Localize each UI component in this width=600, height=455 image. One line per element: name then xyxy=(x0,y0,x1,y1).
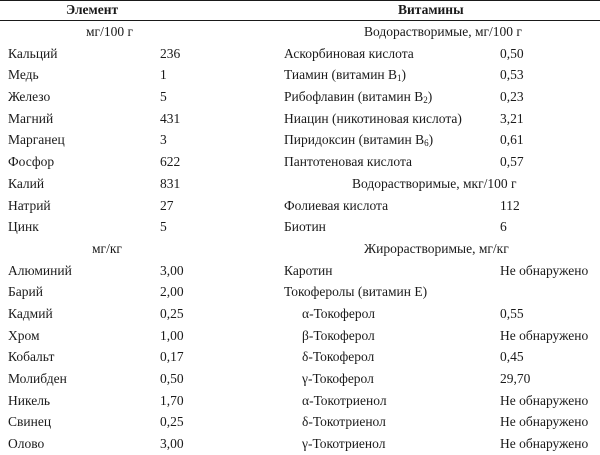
element-value: 5 xyxy=(160,219,167,235)
vitamin-value: 29,70 xyxy=(500,371,531,386)
table-row xyxy=(0,281,270,303)
unit-label: мг/кг xyxy=(92,240,122,256)
vitamin-name: α-Токоферол xyxy=(302,305,375,321)
element-name: Никель xyxy=(8,392,51,408)
vitamin-value: Не обнаружено xyxy=(500,414,589,430)
table-row xyxy=(0,195,270,217)
vitamin-name: Пиридоксин (витамин $B_6$) xyxy=(284,132,434,149)
element-value: 3,00 xyxy=(160,436,184,452)
element-value: 3,00 xyxy=(160,262,184,278)
table-row xyxy=(0,368,270,390)
table-row xyxy=(0,303,270,325)
element-value: 0,25 xyxy=(160,305,184,321)
vitamin-name: γ-Токоферол xyxy=(302,371,374,386)
vitamin-value: 0,53 xyxy=(500,67,524,83)
unit-label: Жирорастворимые, мг/кг xyxy=(364,240,509,256)
element-name: Олово xyxy=(8,436,45,452)
table-row xyxy=(280,108,600,130)
vitamin-name: Аскорбиновая кислота xyxy=(284,45,414,61)
table-row xyxy=(0,390,270,412)
table-row xyxy=(280,433,600,455)
table-row xyxy=(280,86,600,108)
unit-label: Водорастворимые, мкг/100 г xyxy=(352,175,517,191)
table-row xyxy=(0,325,270,347)
table-row xyxy=(0,173,270,195)
vitamin-value: Не обнаружено xyxy=(500,392,589,408)
vitamin-value: 0,23 xyxy=(500,89,524,105)
table-row xyxy=(0,86,270,108)
element-value: 431 xyxy=(160,110,181,126)
vitamin-value: Не обнаружено xyxy=(500,327,589,343)
table-row xyxy=(0,108,270,130)
element-name: Медь xyxy=(8,67,39,83)
vitamin-name: α-Токотриенол xyxy=(302,392,387,408)
vitamin-name: Тиамин (витамин $B_1$) xyxy=(284,67,407,84)
table-row xyxy=(280,303,600,325)
element-name: Калий xyxy=(8,175,45,191)
element-value: 3 xyxy=(160,132,167,148)
element-value: 0,17 xyxy=(160,349,184,365)
unit-row xyxy=(0,21,270,43)
element-value: 1,00 xyxy=(160,327,184,343)
table-row xyxy=(280,411,600,433)
elements-column xyxy=(0,21,270,455)
element-value: 2,00 xyxy=(160,284,184,300)
vitamin-value: Не обнаружено xyxy=(500,262,589,278)
vitamin-value: 0,45 xyxy=(500,349,524,365)
vitamin-name: δ-Токоферол xyxy=(302,349,375,365)
table-row xyxy=(280,195,600,217)
element-value: 236 xyxy=(160,45,181,61)
element-name: Натрий xyxy=(8,197,51,213)
vitamin-value: Не обнаружено xyxy=(500,436,589,452)
table-row xyxy=(280,43,600,65)
table-row xyxy=(0,260,270,282)
element-name: Цинк xyxy=(8,219,39,235)
element-name: Хром xyxy=(8,327,40,343)
element-name: Железо xyxy=(8,89,51,105)
vitamin-name: Пантотеновая кислота xyxy=(284,154,413,170)
vitamin-name: δ-Токотриенол xyxy=(302,414,386,430)
vitamin-value: 0,61 xyxy=(500,132,524,148)
table-row xyxy=(280,346,600,368)
element-value: 1 xyxy=(160,67,167,83)
element-value: 27 xyxy=(160,197,174,213)
element-name: Магний xyxy=(8,110,54,126)
table-row xyxy=(280,325,600,347)
vitamin-name: Токоферолы (витамин E) xyxy=(284,284,428,300)
element-name: Марганец xyxy=(8,132,65,148)
table-row xyxy=(280,216,600,238)
table-row xyxy=(280,151,600,173)
table-row xyxy=(0,64,270,86)
table-row xyxy=(280,368,600,390)
element-value: 831 xyxy=(160,175,181,191)
element-value: 1,70 xyxy=(160,392,184,408)
element-name: Кальций xyxy=(8,45,58,61)
table-row xyxy=(280,281,600,303)
vitamin-name: β-Токоферол xyxy=(302,327,375,343)
table-row xyxy=(0,43,270,65)
vitamin-name: Рибофлавин (витамин $B_2$) xyxy=(284,89,433,106)
unit-row xyxy=(0,238,270,260)
vitamin-value: 0,57 xyxy=(500,154,524,170)
element-value: 622 xyxy=(160,154,181,170)
vitamin-name: Ниацин (никотиновая кислота) xyxy=(284,110,462,126)
vitamins-column xyxy=(280,21,600,455)
element-name: Алюминий xyxy=(8,262,72,278)
table-row xyxy=(280,390,600,412)
element-name: Кобальт xyxy=(8,349,55,365)
table-row xyxy=(0,433,270,455)
element-name: Молибден xyxy=(8,371,67,386)
vitamin-value: 6 xyxy=(500,219,507,235)
vitamin-value: 3,21 xyxy=(500,110,524,126)
unit-row xyxy=(280,173,600,195)
unit-label: Водорастворимые, мг/100 г xyxy=(364,24,522,39)
table-row xyxy=(0,411,270,433)
header-element: Элемент xyxy=(66,2,119,17)
header-vitamins: Витамины xyxy=(398,2,464,17)
vitamin-name: Биотин xyxy=(284,219,326,235)
unit-label: мг/100 г xyxy=(86,24,133,39)
element-name: Барий xyxy=(8,284,43,300)
vitamin-value: 0,50 xyxy=(500,45,524,61)
element-value: 5 xyxy=(160,89,167,105)
table-row xyxy=(280,129,600,151)
unit-row xyxy=(280,238,600,260)
element-name: Фосфор xyxy=(8,154,55,170)
table-row xyxy=(0,129,270,151)
vitamin-name: Фолиевая кислота xyxy=(284,197,389,213)
vitamin-name: Каротин xyxy=(284,262,333,278)
vitamin-value: 0,55 xyxy=(500,305,524,321)
table-row xyxy=(280,64,600,86)
vitamin-name: γ-Токотриенол xyxy=(302,436,386,452)
element-value: 0,50 xyxy=(160,371,184,386)
element-name: Кадмий xyxy=(8,305,53,321)
vitamin-value: 112 xyxy=(500,197,520,213)
table-row xyxy=(280,260,600,282)
element-name: Свинец xyxy=(8,414,52,430)
unit-row xyxy=(280,21,600,43)
table-row xyxy=(0,216,270,238)
table-row xyxy=(0,151,270,173)
element-value: 0,25 xyxy=(160,414,184,430)
table-row xyxy=(0,346,270,368)
